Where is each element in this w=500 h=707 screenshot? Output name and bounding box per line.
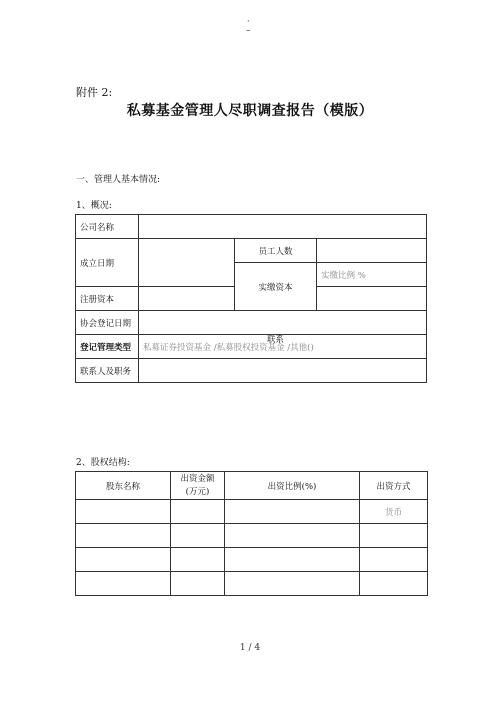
attachment-label: 附件 2: (76, 86, 113, 99)
cell-contribution-ratio[interactable] (225, 500, 360, 524)
cell-shareholder-name[interactable] (76, 548, 171, 572)
page-title: 私募基金管理人尽职调查报告（模版） (126, 103, 374, 119)
header-contribution-amount (171, 472, 225, 500)
overview-table (75, 214, 427, 383)
label-contact-person: 联系人及职务 (76, 359, 139, 383)
field-registered-capital[interactable] (139, 287, 235, 311)
label-registered-capital: 注册资本 (76, 287, 139, 311)
header-mark (246, 18, 251, 36)
header-contribution-amount-line2: (万元) (185, 486, 210, 497)
label-paid-in-ratio: 实缴比例 % (317, 263, 427, 287)
cell-contribution-amount[interactable] (171, 500, 225, 524)
cell-contribution-ratio[interactable] (225, 548, 360, 572)
cell-contribution-method[interactable] (360, 524, 428, 548)
cell-shareholder-name[interactable] (76, 524, 171, 548)
header-shareholder-name: 股东名称 (76, 472, 171, 500)
section-heading-equity: 2、股权结构: (76, 458, 130, 468)
page-number: 1 / 4 (239, 643, 261, 653)
cell-shareholder-name[interactable] (76, 572, 171, 596)
header-contribution-amount-line1: 出资金额 (180, 473, 215, 484)
field-established-date[interactable] (139, 239, 235, 287)
label-contact: 联系 (267, 335, 285, 345)
field-staff-count[interactable] (317, 239, 427, 263)
cell-contribution-method[interactable] (360, 572, 428, 596)
field-association-reg-date[interactable] (139, 311, 427, 335)
label-staff-count: 员工人数 (235, 239, 317, 263)
field-company-name[interactable] (139, 215, 427, 239)
field-contact-person[interactable] (139, 359, 427, 383)
header-contribution-method: 出资方式 (360, 472, 428, 500)
field-reg-type[interactable] (139, 335, 427, 359)
cell-contribution-method[interactable]: 货币 (360, 500, 428, 524)
cell-contribution-method[interactable] (360, 548, 428, 572)
header-dot: · (246, 17, 250, 27)
reg-type-options: 私募证券投资基金 /私募股权投资基金 /其他() (143, 342, 314, 353)
section-heading-basic-info: 一、管理人基本情况: (76, 175, 161, 185)
label-reg-type: 登记管理类型 (76, 335, 139, 359)
field-paid-in-capital[interactable] (317, 287, 427, 311)
cell-contribution-amount[interactable] (171, 548, 225, 572)
cell-contribution-amount[interactable] (171, 524, 225, 548)
cell-contribution-amount[interactable] (171, 572, 225, 596)
cell-shareholder-name[interactable] (76, 500, 171, 524)
label-established-date: 成立日期 (76, 239, 139, 287)
cell-contribution-ratio[interactable] (225, 572, 360, 596)
label-association-reg-date: 协会登记日期 (76, 311, 139, 335)
header-dash: – (246, 26, 251, 36)
label-company-name: 公司名称 (76, 215, 139, 239)
cell-contribution-ratio[interactable] (225, 524, 360, 548)
equity-table (75, 471, 428, 596)
label-paid-in-capital: 实缴资本 (235, 263, 317, 311)
section-heading-overview: 1、概况: (76, 201, 112, 211)
header-contribution-ratio: 出资比例(%) (225, 472, 360, 500)
